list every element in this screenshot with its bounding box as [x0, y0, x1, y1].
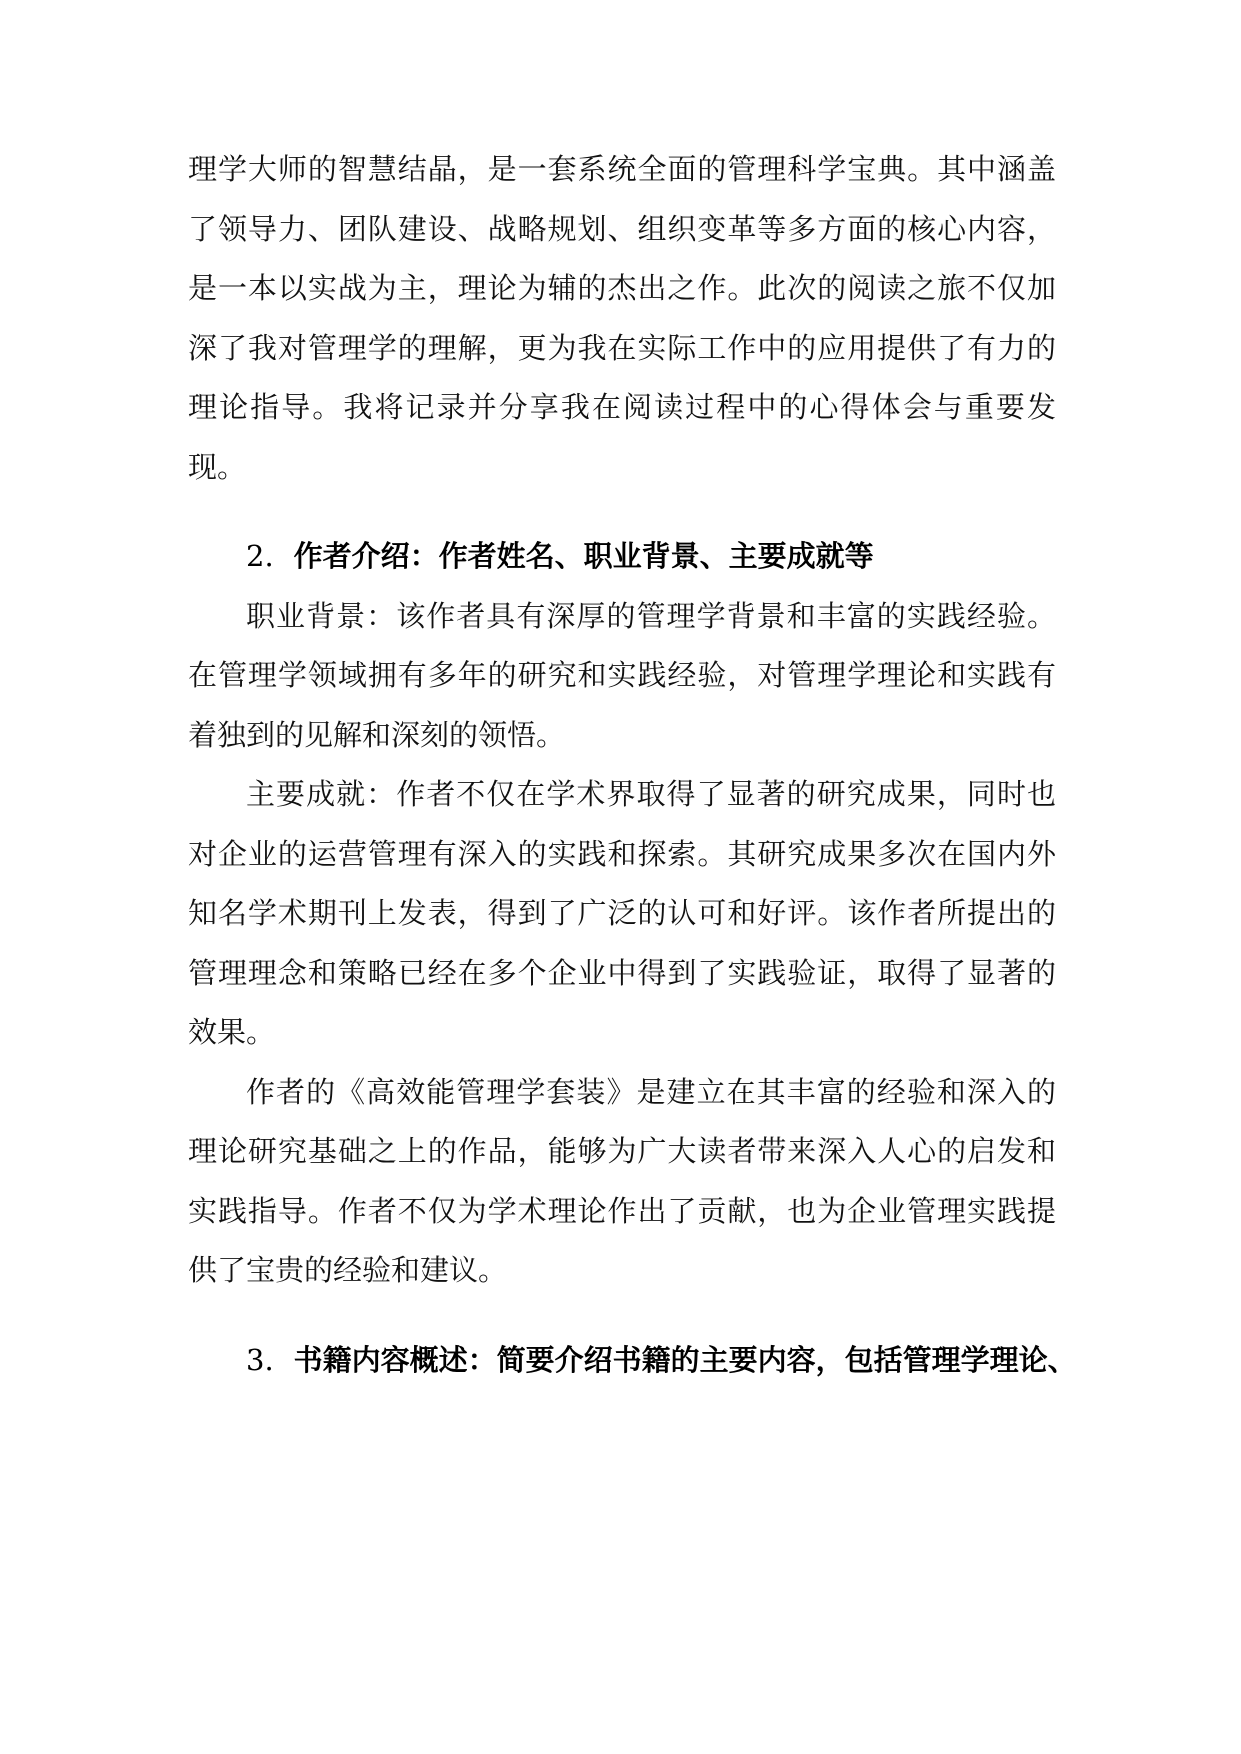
section-2-paragraph-achievements: 主要成就：作者不仅在学术界取得了显著的研究成果，同时也对企业的运营管理有深入的实践和探索。其研究成果多次在国内外知名学术期刊上发表，得到了广泛的认可和好评。该作者所提出的管理理念和策略已经在多个企业中得到了实践验证，取得了显著的效果。 — [188, 777, 1056, 1049]
section-2-paragraph-career: 职业背景：该作者具有深厚的管理学背景和丰富的实践经验。在管理学领域拥有多年的研究和实践经验，对管理学理论和实践有着独到的见解和深刻的领悟。 — [188, 598, 1056, 752]
section-2-title: 作者介绍：作者姓名、职业背景、主要成就等 — [293, 539, 874, 573]
section-2-number: 2. — [246, 539, 274, 573]
section-2-heading — [188, 527, 1056, 587]
section-3-title: 书籍内容概述：简要介绍书籍的主要内容，包括管理学理论、 — [293, 1342, 1077, 1377]
intro-paragraph: 理学大师的智慧结晶，是一套系统全面的管理科学宝典。其中涵盖了领导力、团队建设、战略规划、组织变革等多方面的核心内容，是一本以实战为主，理论为辅的杰出之作。此次的阅读之旅不仅加深了我对管理学的理解，更为我在实际工作中的应用提供了有力的理论指导。我将记录并分享我在阅读过程中的心得体会与重要发现。 — [188, 152, 1056, 484]
document-body — [188, 140, 1077, 1390]
section-3-number: 3. — [246, 1342, 274, 1377]
section-3-heading — [188, 1331, 1077, 1391]
section-2-paragraph-book: 作者的《高效能管理学套装》是建立在其丰富的经验和深入的理论研究基础之上的作品，能够为广大读者带来深入人心的启发和实践指导。作者不仅为学术理论作出了贡献，也为企业管理实践提供了宝贵的经验和建议。 — [188, 1074, 1056, 1287]
